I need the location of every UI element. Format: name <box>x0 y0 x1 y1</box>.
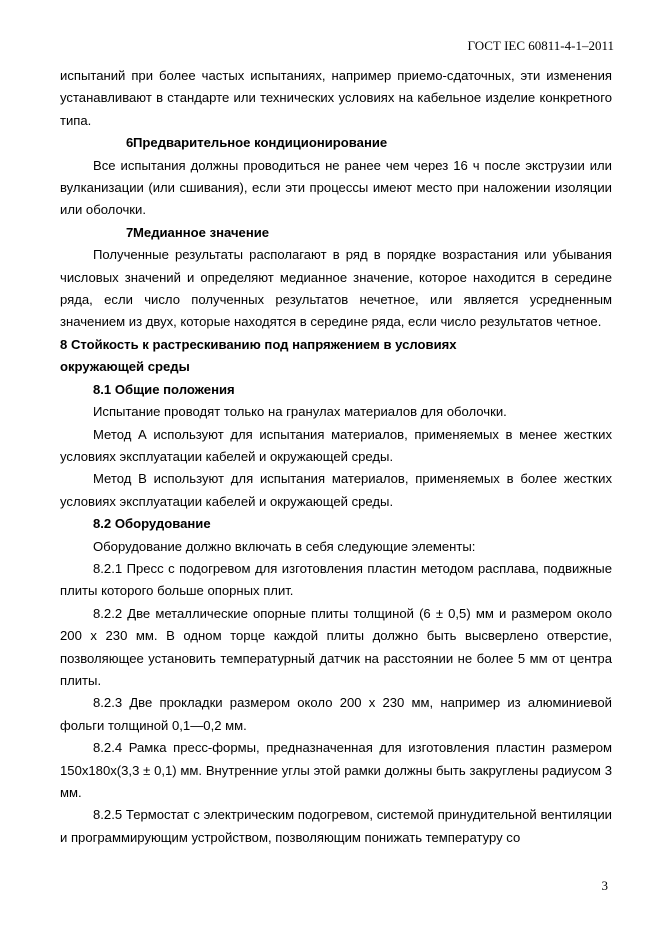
document-code-header: ГОСТ IEC 60811-4-1–2011 <box>467 38 614 53</box>
section-8-word: условиях <box>395 336 457 352</box>
section-8-word: Стойкость <box>70 336 139 352</box>
section-8-heading <box>60 334 612 379</box>
section-8-word: под <box>264 336 289 352</box>
section-6-number: 6 <box>126 135 134 151</box>
section-6-title: Предварительное кондиционирование <box>133 135 388 151</box>
item-8-2-3: 8.2.3 Две прокладки размером около 200 х 230 мм, например из алюминиевой фольги толщиной 0,1—0,2 мм. <box>60 695 612 733</box>
item-8-2-2: 8.2.2 Две металлические опорные плиты толщиной (6 ± 0,5) мм и размером около 200 х 230 мм. В одном торце каждой плиты должно быть высверлено отверстие, позволяющее установить температурный датчик на расстоянии не более 5 мм от центра плиты. <box>60 605 612 688</box>
page-content <box>60 65 612 849</box>
section-8-heading-line2: окружающей среды <box>60 359 190 375</box>
section-7-heading <box>60 222 612 244</box>
section-6-heading <box>60 132 612 154</box>
paragraph-continuation: испытаний при более частых испытаниях, например приемо-сдаточных, эти изменения устанавливают в стандарте или технических условиях на кабельное изделие конкретного типа. <box>60 68 612 128</box>
section-8-1-paragraph-a: Испытание проводят только на гранулах материалов для оболочки. <box>93 404 507 420</box>
section-6-paragraph: Все испытания должны проводиться не ранее чем через 16 ч после экструзии или вулканизации (или сшивания), если эти процессы имеют место при наложении изоляции или оболочки. <box>60 157 612 218</box>
section-8-word: к <box>142 336 149 352</box>
section-8-1-paragraph-b: Метод А используют для испытания материалов, применяемых в менее жестких условиях эксплуатации кабелей и окружающей среды. <box>60 426 612 464</box>
page-number: 3 <box>601 878 608 893</box>
section-8-1-heading: 8.1 Общие положения <box>93 381 235 397</box>
section-8-1-paragraph-c: Метод В используют для испытания материалов, применяемых в более жестких условиях эксплуатации кабелей и окружающей среды. <box>60 471 612 509</box>
section-8-2-heading: 8.2 Оборудование <box>93 516 211 532</box>
item-8-2-1: 8.2.1 Пресс с подогревом для изготовления пластин методом расплава, подвижные плиты которого больше опорных плит. <box>60 560 612 599</box>
item-8-2-4: 8.2.4 Рамка пресс-формы, предназначенная для изготовления пластин размером 150х180х(3,3 ± 0,1) мм. Внутренние углы этой рамки должны быть закруглены радиусом 3 мм. <box>60 740 612 800</box>
section-8-2-paragraph: Оборудование должно включать в себя следующие элементы: <box>93 538 476 554</box>
item-8-2-5: 8.2.5 Термостат с электрическим подогревом, системой принудительной вентиляции и программирующим устройством, позволяющим понижать температуру со <box>60 807 612 845</box>
section-7-number: 7 <box>126 224 134 240</box>
section-7-paragraph: Полученные результаты располагают в ряд в порядке возрастания или убывания числовых значений и определяют медианное значение, которое находится в середине ряда, если число полученных результатов нечетное, или является усредненным значением из двух, которые находятся в середине ряда, если число результатов четное. <box>60 247 612 330</box>
section-8-word: напряжением <box>292 336 380 352</box>
section-7-title: Медианное значение <box>133 224 270 240</box>
section-8-heading-line1 <box>60 334 612 356</box>
section-8-word: растрескиванию <box>152 336 261 352</box>
section-8-word: 8 <box>60 336 68 352</box>
section-8-word: в <box>383 336 392 352</box>
